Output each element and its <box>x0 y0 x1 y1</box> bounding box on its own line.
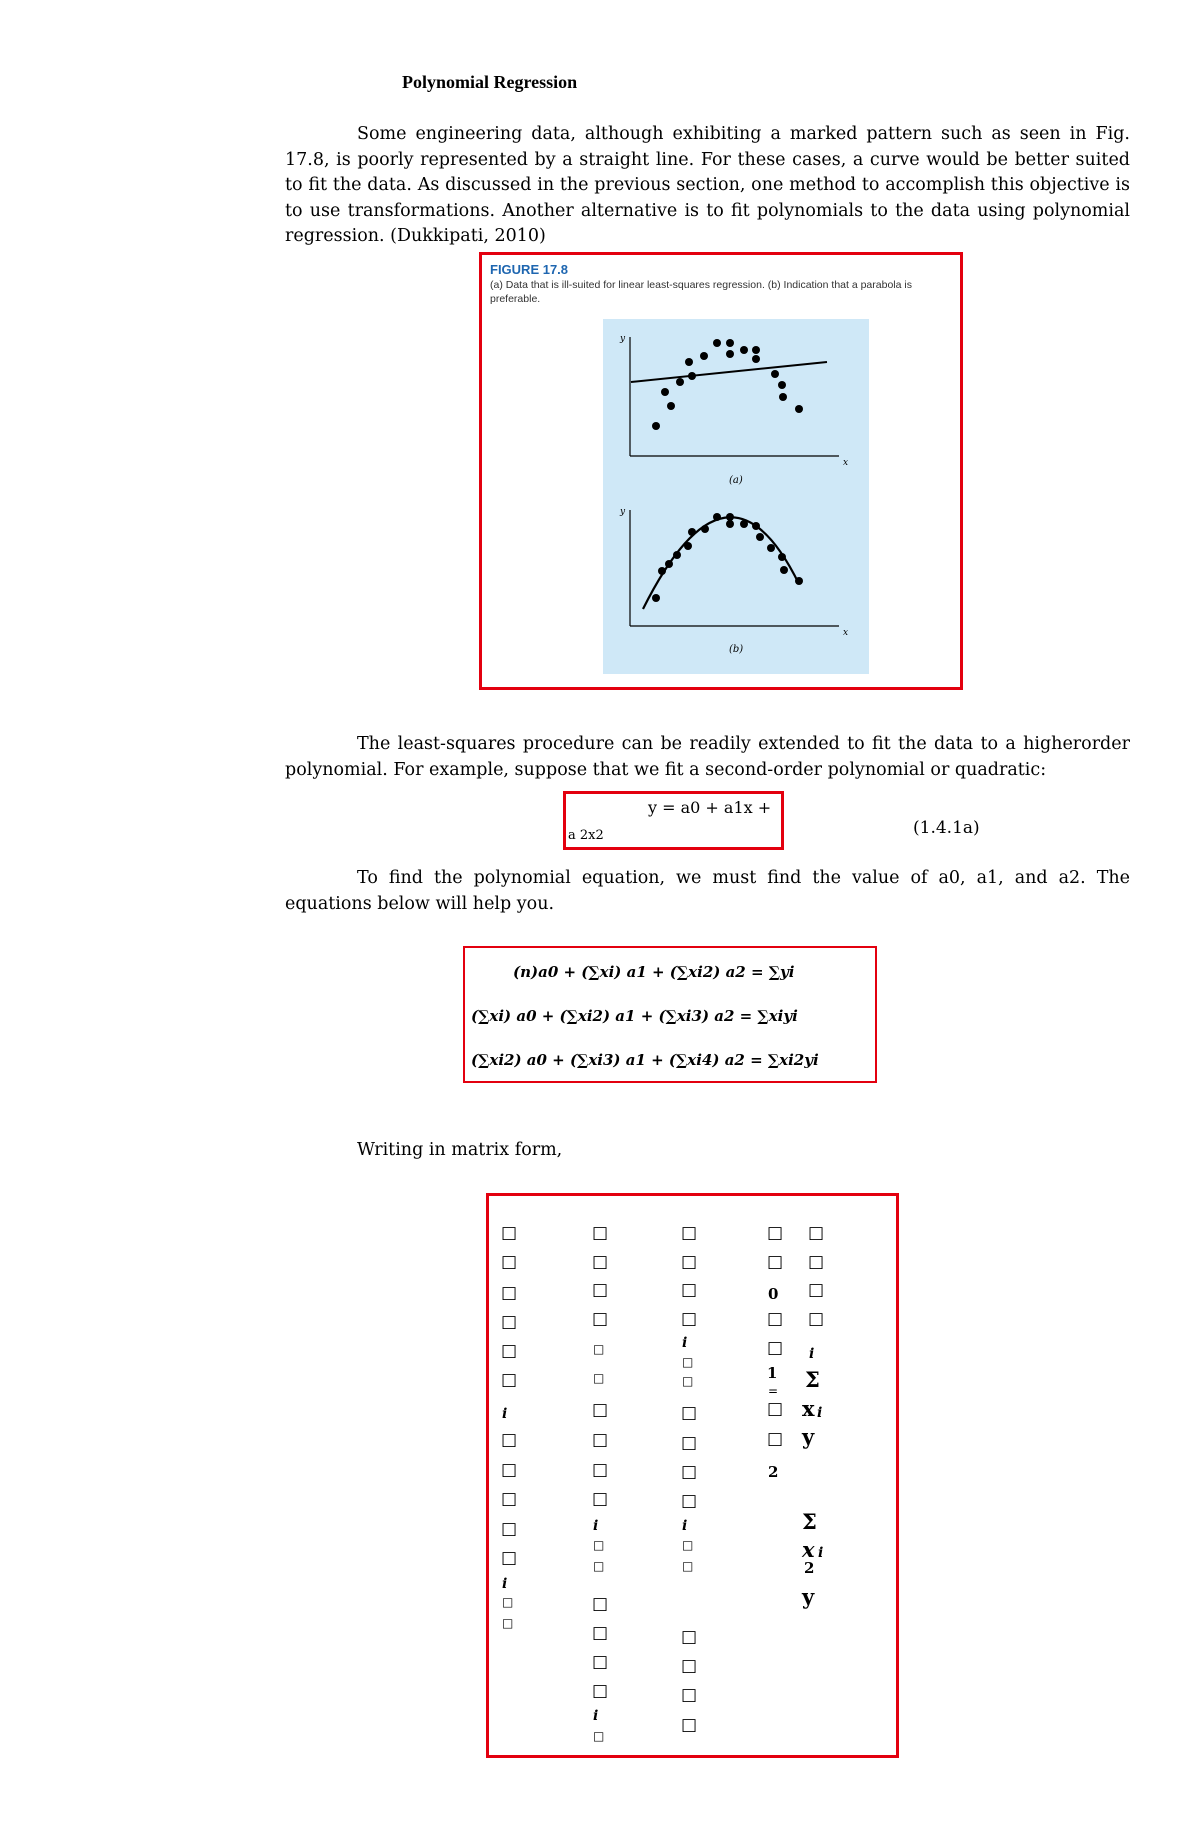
matrix-small-glyph: □ <box>682 1538 694 1552</box>
second-text: The least-squares procedure can be readily extended to fit the data to a higherorder polynomial. For example, suppose that we fit a second-order polynomial or quadratic: <box>285 734 1130 780</box>
normal-eq-row1: (n)a0 + (∑xi) a1 + (∑xi2) a2 = ∑yi <box>513 963 795 981</box>
figure-plot-panel <box>603 319 869 674</box>
matrix-glyph: □ <box>592 1252 609 1272</box>
equation-number: (1.4.1a) <box>913 818 980 838</box>
matrix-glyph: □ <box>592 1309 609 1329</box>
matrix-small-glyph: □ <box>502 1616 514 1630</box>
plot-a-x-label: x <box>843 458 849 468</box>
matrix-glyph: □ <box>767 1309 784 1329</box>
matrix-sub-i: i <box>502 1406 508 1422</box>
intro-paragraph <box>285 122 1130 250</box>
matrix-sub-i: i <box>809 1346 815 1362</box>
matrix-sub-i: i <box>818 1545 824 1561</box>
matrix-equals: = <box>768 1384 779 1398</box>
plot-b-label: (b) <box>729 644 744 655</box>
matrix-glyph: □ <box>592 1460 609 1480</box>
normal-eq-row2: (∑xi) a0 + (∑xi2) a1 + (∑xi3) a2 = ∑xiyi <box>471 1007 798 1025</box>
matrix-glyph: □ <box>767 1338 784 1358</box>
matrix-glyph: □ <box>592 1400 609 1420</box>
normal-equations-box <box>463 946 877 1083</box>
plot-b-x-label: x <box>843 628 849 638</box>
matrix-small-glyph: □ <box>593 1342 605 1356</box>
plot-b <box>619 507 848 655</box>
matrix-glyph: □ <box>501 1223 518 1243</box>
matrix-x: x <box>802 1396 815 1421</box>
matrix-glyph: □ <box>592 1652 609 1672</box>
matrix-small-glyph: □ <box>502 1595 514 1609</box>
plot-a-points <box>652 339 803 430</box>
matrix-x: x <box>802 1537 815 1562</box>
matrix-glyph: □ <box>681 1433 698 1453</box>
matrix-y: y <box>802 1584 815 1609</box>
page-title: Polynomial Regression <box>402 72 578 92</box>
matrix-a1-subscript: 1 <box>767 1364 778 1382</box>
matrix-glyph: □ <box>501 1548 518 1568</box>
equation-line2: a 2x2 <box>568 828 604 843</box>
normal-equations <box>465 948 875 1081</box>
plot-a-fit-line <box>631 362 827 382</box>
matrix-glyph: □ <box>681 1656 698 1676</box>
plot-a-label: (a) <box>729 475 743 486</box>
matrix-power-two: 2 <box>804 1559 815 1577</box>
third-paragraph <box>285 866 1130 917</box>
matrix-small-glyph: □ <box>682 1355 694 1369</box>
matrix-glyph: □ <box>501 1489 518 1509</box>
matrix-glyph: □ <box>681 1280 698 1300</box>
matrix-glyph: □ <box>681 1685 698 1705</box>
matrix-glyph: □ <box>592 1594 609 1614</box>
matrix-glyph: □ <box>808 1223 825 1243</box>
matrix-small-glyph: □ <box>682 1374 694 1388</box>
matrix-a0-subscript: 0 <box>768 1285 779 1303</box>
matrix-small-glyph: □ <box>593 1729 605 1743</box>
matrix-glyph: □ <box>501 1283 518 1303</box>
matrix-glyph: □ <box>501 1430 518 1450</box>
matrix-sub-i: i <box>817 1405 823 1421</box>
matrix-glyph: □ <box>592 1430 609 1450</box>
third-text: To find the polynomial equation, we must find the value of a0, a1, and a2. The equations below will help you. <box>285 868 1130 914</box>
equation-line1: y = a0 + a1x + <box>648 798 772 817</box>
plot-b-y-label: y <box>620 507 626 517</box>
matrix-glyph: □ <box>808 1280 825 1300</box>
matrix-glyph: □ <box>501 1460 518 1480</box>
matrix-a2-subscript: 2 <box>768 1463 779 1481</box>
plot-a-y-label: y <box>620 334 626 344</box>
matrix-small-glyph: □ <box>593 1538 605 1552</box>
matrix-glyph: □ <box>592 1681 609 1701</box>
matrix-box <box>486 1193 899 1758</box>
matrix-sigma: Σ <box>805 1367 820 1392</box>
matrix-intro: Writing in matrix form, <box>357 1140 563 1160</box>
matrix-small-glyph: □ <box>593 1559 605 1573</box>
plot-a <box>619 334 848 486</box>
figure-plots <box>603 319 869 674</box>
figure-caption: (a) Data that is ill-suited for linear least-squares regression. (b) Indication that a parabola is preferable. <box>490 279 912 305</box>
matrix-glyph: □ <box>501 1341 518 1361</box>
matrix-small-glyph: □ <box>682 1559 694 1573</box>
equation-box <box>563 791 784 850</box>
matrix-glyph: □ <box>681 1309 698 1329</box>
matrix-sub-i: i <box>682 1335 688 1351</box>
matrix-glyph: □ <box>592 1623 609 1643</box>
matrix-glyph: □ <box>501 1370 518 1390</box>
matrix-glyph: □ <box>767 1429 784 1449</box>
normal-eq-row3: (∑xi2) a0 + (∑xi3) a1 + (∑xi4) a2 = ∑xi2yi <box>471 1051 819 1069</box>
matrix-small-glyph: □ <box>593 1371 605 1385</box>
matrix-glyph: □ <box>681 1491 698 1511</box>
matrix-glyph: □ <box>592 1280 609 1300</box>
matrix-glyph: □ <box>767 1252 784 1272</box>
matrix-glyph: □ <box>808 1309 825 1329</box>
second-paragraph <box>285 732 1130 783</box>
matrix-glyph: □ <box>681 1715 698 1735</box>
matrix-glyph: □ <box>681 1627 698 1647</box>
matrix-glyph: □ <box>681 1252 698 1272</box>
matrix-sub-i: i <box>502 1576 508 1592</box>
matrix-sub-i: i <box>682 1518 688 1534</box>
matrix-glyph: □ <box>767 1223 784 1243</box>
figure-title: FIGURE 17.8 <box>490 262 569 277</box>
matrix-glyph: □ <box>681 1223 698 1243</box>
matrix-glyph: □ <box>592 1223 609 1243</box>
matrix-glyph: □ <box>681 1462 698 1482</box>
intro-text: Some engineering data, although exhibiting a marked pattern such as seen in Fig. 17.8, is poorly represented by a straight line. For these cases, a curve would be better suited to fit the data. As discussed in the previous section, one method to accomplish this objective is to use transformations. Another alternative is to fit polynomials to the data using polynomial regression. (Dukkipati, 2010) <box>285 124 1130 246</box>
matrix-glyph: □ <box>808 1252 825 1272</box>
matrix-glyph: □ <box>501 1252 518 1272</box>
matrix-sub-i: i <box>593 1518 599 1534</box>
matrix-glyph: □ <box>501 1519 518 1539</box>
matrix-glyph: □ <box>592 1489 609 1509</box>
matrix-y: y <box>802 1424 815 1449</box>
matrix-glyph: □ <box>767 1399 784 1419</box>
matrix-glyph: □ <box>501 1312 518 1332</box>
matrix-sub-i: i <box>593 1708 599 1724</box>
matrix-glyph: □ <box>681 1403 698 1423</box>
matrix-sigma: Σ <box>802 1509 817 1534</box>
plot-b-points <box>652 513 803 602</box>
